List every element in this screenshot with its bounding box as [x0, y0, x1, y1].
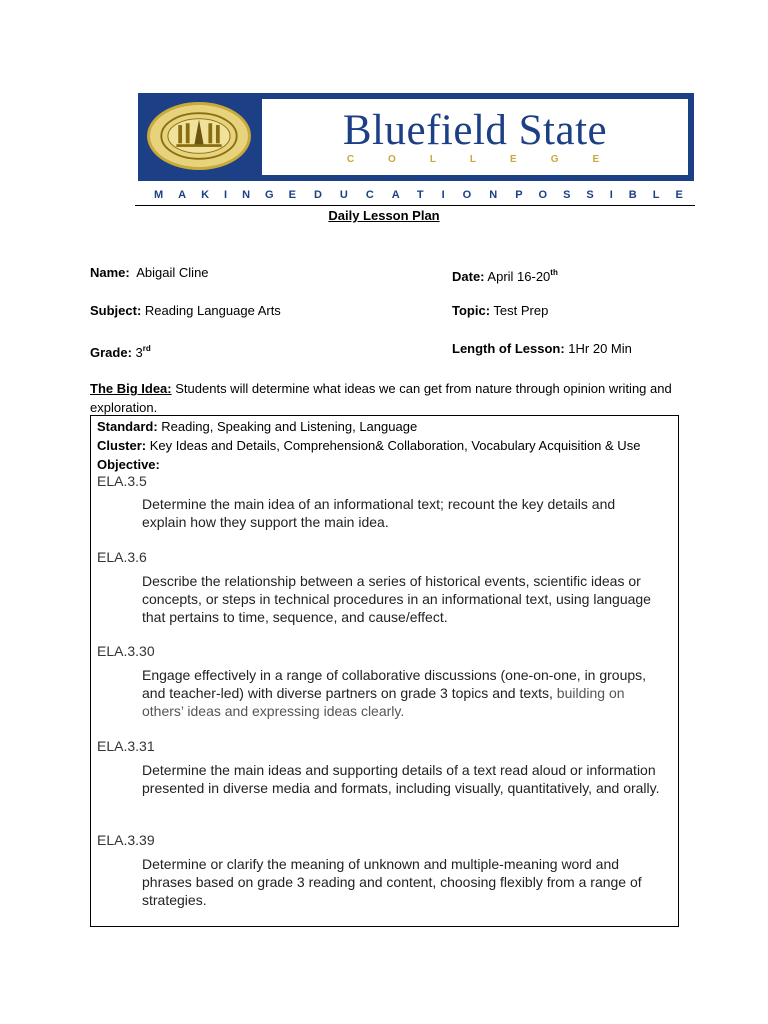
objective-text: Describe the relationship between a series of historical events, scientific ideas or concepts, or steps in technical procedures in an informational text, using language that pertains to time, sequence, and cause/effect.	[142, 573, 651, 625]
topic-label: Topic:	[452, 303, 491, 318]
grade-field	[90, 341, 151, 361]
big-idea	[90, 379, 680, 417]
length-field	[452, 341, 632, 357]
date-value: April 16-20	[487, 269, 551, 284]
tagline-word: MAKING	[154, 189, 289, 201]
college-seal-logo	[147, 102, 251, 170]
college-subtitle: COLLEGE	[346, 154, 634, 165]
objective-text	[142, 666, 662, 720]
objective-code: ELA.3.5	[97, 473, 147, 489]
subject-label: Subject:	[90, 303, 142, 318]
objective-line	[97, 455, 160, 474]
objective-code: ELA.3.30	[97, 643, 155, 659]
topic-field	[452, 303, 548, 319]
cluster-line	[97, 436, 640, 455]
tagline-word: POSSIBLE	[515, 189, 699, 201]
objective-text: Determine the main ideas and supporting details of a text read aloud or information presented in diverse media and formats, including visually, quantitatively, and orally.	[142, 762, 660, 796]
length-label: Length of Lesson:	[452, 341, 565, 356]
grade-label: Grade:	[90, 345, 132, 360]
standards-box	[90, 415, 679, 927]
date-label: Date:	[452, 269, 485, 284]
objective-label: Objective:	[97, 457, 160, 472]
date-suffix: th	[550, 268, 558, 277]
objective-code: ELA.3.6	[97, 549, 147, 565]
grade-suffix: rd	[142, 344, 151, 353]
objective-code: ELA.3.39	[97, 832, 155, 848]
length-value: 1Hr 20 Min	[568, 341, 632, 356]
subject-value: Reading Language Arts	[144, 303, 281, 318]
objective-code: ELA.3.31	[97, 738, 155, 754]
name-label: Name:	[90, 265, 130, 280]
grade-value: 3	[135, 345, 143, 360]
standard-value: Reading, Speaking and Listening, Language	[161, 419, 418, 434]
big-idea-text: Students will determine what ideas we can get from nature through opinion writing and exploration.	[90, 381, 672, 415]
objective-text-part: Engage effectively in a range of collaborative discussions (one-on-one, in groups, and teacher-led) with diverse partners on grade 3 topics and texts,	[142, 667, 647, 701]
header-divider	[135, 205, 695, 206]
cluster-label: Cluster:	[97, 438, 147, 453]
name-field	[90, 265, 209, 281]
objective-text: Determine or clarify the meaning of unknown and multiple-meaning word and phrases based on grade 3 reading and content, choosing flexibly from a range of strategies.	[142, 856, 642, 908]
wordmark-box	[262, 99, 688, 175]
page-title: Daily Lesson Plan	[328, 208, 440, 223]
college-wordmark: Bluefield State	[342, 107, 608, 154]
tagline-word: EDUCATION	[288, 189, 516, 201]
college-banner	[138, 93, 694, 181]
standard-label: Standard:	[97, 419, 158, 434]
standard-line	[97, 417, 417, 436]
objective-text-part: building on others’ ideas and expressing ideas clearly.	[142, 685, 625, 719]
big-idea-label: The Big Idea:	[90, 381, 172, 396]
cluster-value: Key Ideas and Details, Comprehension& Collaboration, Vocabulary Acquisition & Use	[149, 438, 641, 453]
tagline	[154, 189, 699, 201]
topic-value: Test Prep	[493, 303, 549, 318]
subject-field	[90, 303, 281, 319]
name-value: Abigail Cline	[136, 265, 209, 280]
date-field	[452, 265, 558, 285]
objective-text: Determine the main idea of an informational text; recount the key details and explain how they support the main idea.	[142, 496, 616, 530]
